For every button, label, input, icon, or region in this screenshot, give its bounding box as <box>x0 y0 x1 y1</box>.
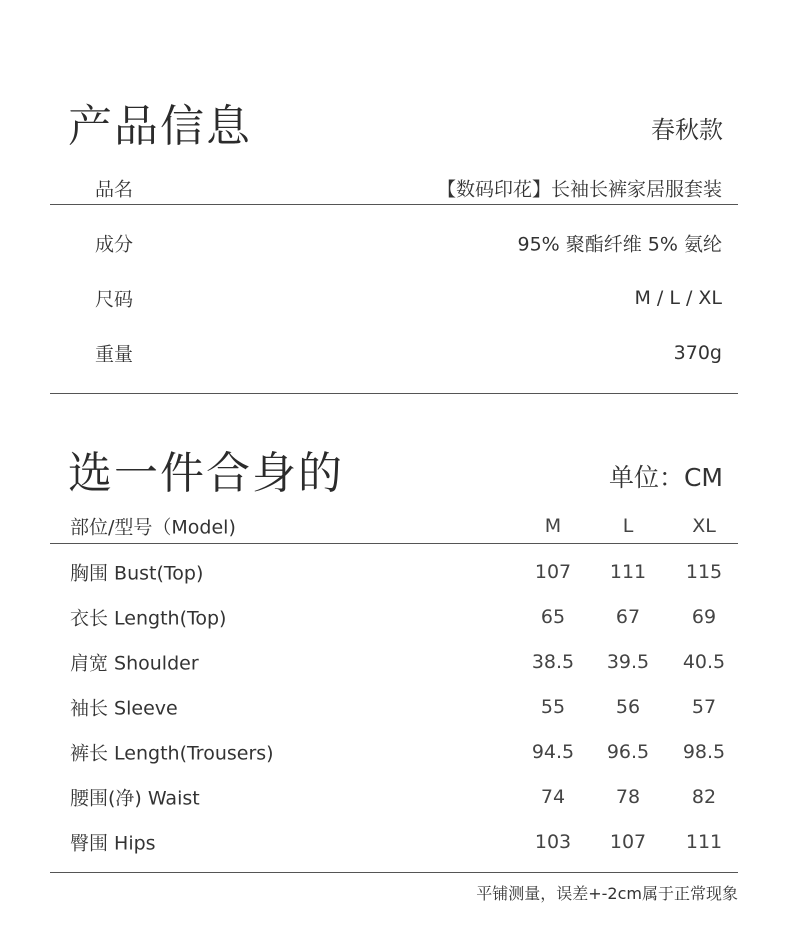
info-value: 【数码印花】长袖长裤家居服套装 <box>436 178 722 200</box>
table-row <box>50 594 738 639</box>
cell-m: 65 <box>540 605 566 628</box>
table-row <box>50 639 738 684</box>
row-label: 衣长 Length(Top) <box>70 607 227 629</box>
cell-m: 38.5 <box>531 650 575 673</box>
cell-xl: 98.5 <box>682 740 726 763</box>
cell-l: 78 <box>615 785 641 808</box>
cell-m: 74 <box>540 785 566 808</box>
cell-m: 103 <box>534 830 572 853</box>
cell-m: 55 <box>540 695 566 718</box>
cell-l: 111 <box>609 560 647 583</box>
cell-l: 39.5 <box>606 650 650 673</box>
info-label: 重量 <box>95 343 134 365</box>
measurement-note: 平铺测量，误差+-2cm属于正常现象 <box>476 884 738 903</box>
table-row <box>50 819 738 864</box>
cell-xl: 57 <box>691 695 717 718</box>
cell-xl: 40.5 <box>682 650 726 673</box>
cell-xl: 111 <box>685 830 723 853</box>
table-row <box>50 774 738 819</box>
cell-l: 96.5 <box>606 740 650 763</box>
row-label: 胸围 Bust(Top) <box>70 562 204 584</box>
info-value: 370g <box>673 341 722 364</box>
info-label: 品名 <box>95 178 134 200</box>
info-row-name <box>50 160 738 215</box>
cell-l: 67 <box>615 605 641 628</box>
header-size-xl: XL <box>692 515 716 537</box>
info-value: M / L / XL <box>634 286 722 309</box>
divider <box>50 393 738 394</box>
product-info-title: 产品信息 <box>68 101 252 152</box>
cell-m: 107 <box>534 560 572 583</box>
row-label: 袖长 Sleeve <box>70 697 178 719</box>
table-row <box>50 684 738 729</box>
cell-l: 107 <box>609 830 647 853</box>
season-label: 春秋款 <box>651 116 723 144</box>
row-label: 肩宽 Shoulder <box>70 652 199 674</box>
info-row-material <box>50 215 738 270</box>
info-label: 尺码 <box>95 288 134 310</box>
header-size-l: L <box>622 515 634 537</box>
header-size-m: M <box>544 515 562 537</box>
row-label: 裤长 Length(Trousers) <box>70 742 274 764</box>
unit-label: 单位：CM <box>608 463 723 492</box>
row-label: 臀围 Hips <box>70 832 156 854</box>
cell-xl: 82 <box>691 785 717 808</box>
info-row-weight <box>50 325 738 380</box>
cell-xl: 69 <box>691 605 717 628</box>
cell-xl: 115 <box>685 560 723 583</box>
size-chart-title: 选一件合身的 <box>68 448 344 499</box>
info-value: 95% 聚酯纤维 5% 氨纶 <box>517 233 722 255</box>
cell-m: 94.5 <box>531 740 575 763</box>
table-row <box>50 549 738 594</box>
row-label: 腰围(净) Waist <box>70 787 200 809</box>
divider <box>50 872 738 873</box>
cell-l: 56 <box>615 695 641 718</box>
header-label: 部位/型号（Model) <box>70 516 236 539</box>
info-label: 成分 <box>95 233 134 255</box>
table-row <box>50 729 738 774</box>
divider <box>50 204 738 205</box>
divider <box>50 543 738 544</box>
info-row-size <box>50 270 738 325</box>
size-table-header <box>50 511 738 541</box>
